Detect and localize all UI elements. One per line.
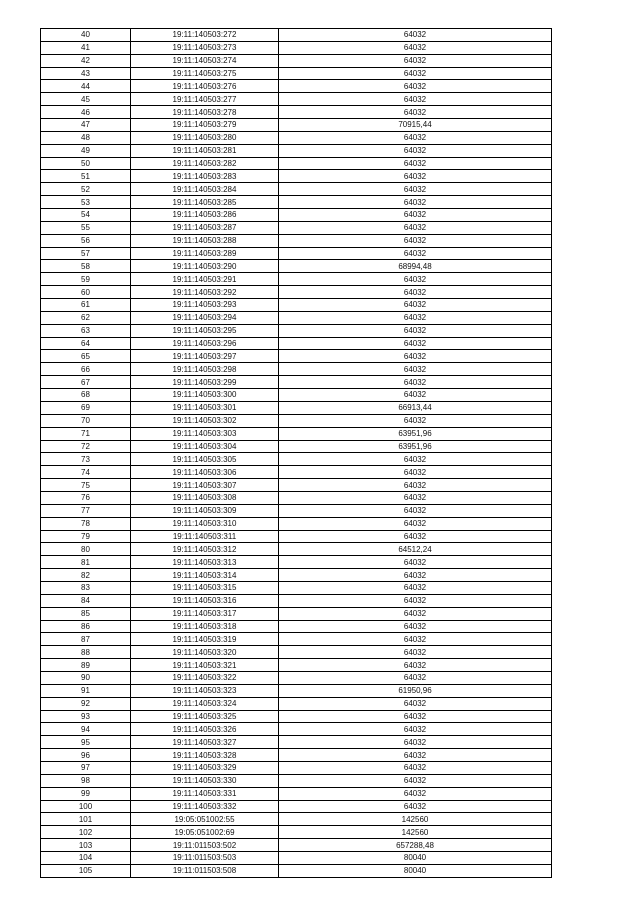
table-row: [41, 157, 552, 170]
table-row: [41, 852, 552, 865]
cadastral-number-cell: 19:11:140503:328: [131, 749, 279, 762]
table-row: [41, 787, 552, 800]
row-number-cell: 83: [41, 581, 131, 594]
value-cell: 64032: [279, 41, 552, 54]
row-number-cell: 52: [41, 183, 131, 196]
table-row: [41, 41, 552, 54]
table-row: [41, 196, 552, 209]
value-cell: 64032: [279, 80, 552, 93]
value-cell: 64032: [279, 67, 552, 80]
value-cell: 64032: [279, 376, 552, 389]
row-number-cell: 103: [41, 839, 131, 852]
value-cell: 64032: [279, 144, 552, 157]
row-number-cell: 57: [41, 247, 131, 260]
row-number-cell: 98: [41, 774, 131, 787]
value-cell: 80040: [279, 864, 552, 877]
cadastral-number-cell: 19:11:140503:310: [131, 517, 279, 530]
value-cell: 63951,96: [279, 427, 552, 440]
table-row: [41, 80, 552, 93]
row-number-cell: 100: [41, 800, 131, 813]
table-row: [41, 813, 552, 826]
value-cell: 70915,44: [279, 119, 552, 132]
row-number-cell: 104: [41, 852, 131, 865]
table-row: [41, 671, 552, 684]
cadastral-number-cell: 19:11:140503:316: [131, 594, 279, 607]
cadastral-number-cell: 19:11:140503:317: [131, 607, 279, 620]
cadastral-number-cell: 19:11:140503:320: [131, 646, 279, 659]
row-number-cell: 99: [41, 787, 131, 800]
row-number-cell: 41: [41, 41, 131, 54]
cadastral-number-cell: 19:11:140503:329: [131, 761, 279, 774]
cadastral-number-cell: 19:11:140503:297: [131, 350, 279, 363]
table-row: [41, 736, 552, 749]
cadastral-number-cell: 19:11:140503:292: [131, 286, 279, 299]
table-row: [41, 723, 552, 736]
value-cell: 64032: [279, 299, 552, 312]
row-number-cell: 105: [41, 864, 131, 877]
cadastral-number-cell: 19:11:140503:272: [131, 29, 279, 42]
row-number-cell: 90: [41, 671, 131, 684]
row-number-cell: 44: [41, 80, 131, 93]
row-number-cell: 95: [41, 736, 131, 749]
cadastral-number-cell: 19:11:140503:315: [131, 581, 279, 594]
cadastral-number-cell: 19:11:140503:277: [131, 93, 279, 106]
cadastral-number-cell: 19:11:140503:283: [131, 170, 279, 183]
row-number-cell: 68: [41, 389, 131, 402]
cadastral-number-cell: 19:11:140503:295: [131, 324, 279, 337]
value-cell: 80040: [279, 852, 552, 865]
table-row: [41, 517, 552, 530]
value-cell: 64032: [279, 183, 552, 196]
value-cell: 64032: [279, 761, 552, 774]
cadastral-number-cell: 19:11:140503:304: [131, 440, 279, 453]
value-cell: 64032: [279, 106, 552, 119]
value-cell: 64032: [279, 170, 552, 183]
row-number-cell: 56: [41, 234, 131, 247]
cadastral-number-cell: 19:05:051002:69: [131, 826, 279, 839]
row-number-cell: 85: [41, 607, 131, 620]
table-row: [41, 427, 552, 440]
table-row: [41, 543, 552, 556]
table-row: [41, 800, 552, 813]
value-cell: 64032: [279, 504, 552, 517]
table-row: [41, 530, 552, 543]
table-row: [41, 376, 552, 389]
value-cell: 68994,48: [279, 260, 552, 273]
value-cell: 64032: [279, 581, 552, 594]
cadastral-number-cell: 19:11:011503:502: [131, 839, 279, 852]
table-row: [41, 401, 552, 414]
cadastral-number-cell: 19:11:140503:279: [131, 119, 279, 132]
table-row: [41, 479, 552, 492]
cadastral-number-cell: 19:11:140503:276: [131, 80, 279, 93]
cadastral-number-cell: 19:11:140503:326: [131, 723, 279, 736]
cadastral-number-cell: 19:11:140503:293: [131, 299, 279, 312]
table-row: [41, 106, 552, 119]
table-body: [41, 29, 552, 878]
value-cell: 142560: [279, 826, 552, 839]
table-row: [41, 183, 552, 196]
cadastral-number-cell: 19:11:140503:282: [131, 157, 279, 170]
row-number-cell: 97: [41, 761, 131, 774]
value-cell: 64032: [279, 453, 552, 466]
cadastral-number-cell: 19:11:140503:299: [131, 376, 279, 389]
cadastral-number-cell: 19:11:140503:302: [131, 414, 279, 427]
value-cell: 64032: [279, 389, 552, 402]
table-row: [41, 607, 552, 620]
table-row: [41, 350, 552, 363]
table-row: [41, 247, 552, 260]
row-number-cell: 49: [41, 144, 131, 157]
cadastral-number-cell: 19:11:140503:313: [131, 556, 279, 569]
value-cell: 64032: [279, 749, 552, 762]
table-row: [41, 491, 552, 504]
row-number-cell: 50: [41, 157, 131, 170]
row-number-cell: 60: [41, 286, 131, 299]
table-row: [41, 749, 552, 762]
table-row: [41, 556, 552, 569]
cadastral-number-cell: 19:11:140503:321: [131, 659, 279, 672]
table-row: [41, 93, 552, 106]
value-cell: 64032: [279, 350, 552, 363]
cadastral-number-cell: 19:11:140503:289: [131, 247, 279, 260]
row-number-cell: 88: [41, 646, 131, 659]
value-cell: 64032: [279, 517, 552, 530]
value-cell: 64032: [279, 247, 552, 260]
value-cell: 64032: [279, 479, 552, 492]
row-number-cell: 45: [41, 93, 131, 106]
value-cell: 657288,48: [279, 839, 552, 852]
row-number-cell: 89: [41, 659, 131, 672]
row-number-cell: 71: [41, 427, 131, 440]
value-cell: 64032: [279, 569, 552, 582]
cadastral-value-table: [40, 28, 552, 878]
row-number-cell: 55: [41, 221, 131, 234]
cadastral-number-cell: 19:11:140503:314: [131, 569, 279, 582]
cadastral-number-cell: 19:11:140503:325: [131, 710, 279, 723]
table-row: [41, 131, 552, 144]
table-row: [41, 581, 552, 594]
cadastral-number-cell: 19:11:140503:286: [131, 209, 279, 222]
cadastral-number-cell: 19:11:140503:284: [131, 183, 279, 196]
cadastral-number-cell: 19:11:140503:296: [131, 337, 279, 350]
row-number-cell: 63: [41, 324, 131, 337]
table-row: [41, 864, 552, 877]
table-row: [41, 697, 552, 710]
row-number-cell: 40: [41, 29, 131, 42]
table-row: [41, 646, 552, 659]
table-row: [41, 389, 552, 402]
row-number-cell: 80: [41, 543, 131, 556]
cadastral-number-cell: 19:11:140503:294: [131, 311, 279, 324]
cadastral-number-cell: 19:11:140503:331: [131, 787, 279, 800]
table-row: [41, 839, 552, 852]
row-number-cell: 94: [41, 723, 131, 736]
table-row: [41, 710, 552, 723]
value-cell: 64032: [279, 157, 552, 170]
row-number-cell: 84: [41, 594, 131, 607]
row-number-cell: 70: [41, 414, 131, 427]
table-row: [41, 440, 552, 453]
row-number-cell: 64: [41, 337, 131, 350]
row-number-cell: 54: [41, 209, 131, 222]
table-row: [41, 633, 552, 646]
row-number-cell: 66: [41, 363, 131, 376]
cadastral-number-cell: 19:11:140503:309: [131, 504, 279, 517]
table-row: [41, 234, 552, 247]
cadastral-number-cell: 19:11:011503:508: [131, 864, 279, 877]
cadastral-number-cell: 19:11:140503:330: [131, 774, 279, 787]
value-cell: 64032: [279, 337, 552, 350]
row-number-cell: 59: [41, 273, 131, 286]
cadastral-number-cell: 19:11:140503:291: [131, 273, 279, 286]
row-number-cell: 62: [41, 311, 131, 324]
cadastral-number-cell: 19:11:140503:300: [131, 389, 279, 402]
cadastral-number-cell: 19:11:140503:319: [131, 633, 279, 646]
value-cell: 64032: [279, 556, 552, 569]
row-number-cell: 101: [41, 813, 131, 826]
row-number-cell: 74: [41, 466, 131, 479]
table-row: [41, 761, 552, 774]
table-row: [41, 414, 552, 427]
table-row: [41, 684, 552, 697]
cadastral-number-cell: 19:11:140503:288: [131, 234, 279, 247]
table-row: [41, 659, 552, 672]
row-number-cell: 46: [41, 106, 131, 119]
value-cell: 64032: [279, 800, 552, 813]
row-number-cell: 47: [41, 119, 131, 132]
table-row: [41, 144, 552, 157]
table-row: [41, 594, 552, 607]
cadastral-number-cell: 19:11:140503:301: [131, 401, 279, 414]
row-number-cell: 78: [41, 517, 131, 530]
cadastral-number-cell: 19:11:140503:303: [131, 427, 279, 440]
row-number-cell: 92: [41, 697, 131, 710]
table-row: [41, 67, 552, 80]
value-cell: 64032: [279, 659, 552, 672]
cadastral-number-cell: 19:11:140503:278: [131, 106, 279, 119]
row-number-cell: 96: [41, 749, 131, 762]
value-cell: 64032: [279, 491, 552, 504]
value-cell: 142560: [279, 813, 552, 826]
value-cell: 66913,44: [279, 401, 552, 414]
value-cell: 64032: [279, 209, 552, 222]
table-row: [41, 119, 552, 132]
row-number-cell: 58: [41, 260, 131, 273]
table-row: [41, 273, 552, 286]
value-cell: 64032: [279, 697, 552, 710]
value-cell: 64032: [279, 324, 552, 337]
value-cell: 64032: [279, 196, 552, 209]
table-row: [41, 54, 552, 67]
cadastral-number-cell: 19:11:140503:318: [131, 620, 279, 633]
cadastral-number-cell: 19:11:140503:327: [131, 736, 279, 749]
value-cell: 64032: [279, 466, 552, 479]
value-cell: 64032: [279, 29, 552, 42]
value-cell: 64032: [279, 646, 552, 659]
cadastral-number-cell: 19:11:140503:290: [131, 260, 279, 273]
table-row: [41, 504, 552, 517]
cadastral-number-cell: 19:11:140503:323: [131, 684, 279, 697]
value-cell: 64032: [279, 93, 552, 106]
table-row: [41, 337, 552, 350]
cadastral-number-cell: 19:11:140503:311: [131, 530, 279, 543]
row-number-cell: 86: [41, 620, 131, 633]
value-cell: 64032: [279, 311, 552, 324]
value-cell: 64032: [279, 221, 552, 234]
row-number-cell: 76: [41, 491, 131, 504]
value-cell: 64032: [279, 736, 552, 749]
value-cell: 64032: [279, 286, 552, 299]
row-number-cell: 69: [41, 401, 131, 414]
table-row: [41, 29, 552, 42]
cadastral-number-cell: 19:11:140503:280: [131, 131, 279, 144]
row-number-cell: 87: [41, 633, 131, 646]
value-cell: 61950,96: [279, 684, 552, 697]
row-number-cell: 67: [41, 376, 131, 389]
cadastral-number-cell: 19:11:140503:312: [131, 543, 279, 556]
cadastral-number-cell: 19:11:140503:308: [131, 491, 279, 504]
table-row: [41, 826, 552, 839]
cadastral-number-cell: 19:11:140503:275: [131, 67, 279, 80]
cadastral-number-cell: 19:11:140503:306: [131, 466, 279, 479]
value-cell: 64032: [279, 607, 552, 620]
value-cell: 64032: [279, 273, 552, 286]
value-cell: 64032: [279, 414, 552, 427]
table-row: [41, 221, 552, 234]
row-number-cell: 77: [41, 504, 131, 517]
row-number-cell: 51: [41, 170, 131, 183]
cadastral-number-cell: 19:11:140503:298: [131, 363, 279, 376]
table-row: [41, 324, 552, 337]
cadastral-number-cell: 19:11:011503:503: [131, 852, 279, 865]
cadastral-number-cell: 19:11:140503:273: [131, 41, 279, 54]
table-row: [41, 774, 552, 787]
value-cell: 64032: [279, 774, 552, 787]
row-number-cell: 73: [41, 453, 131, 466]
cadastral-number-cell: 19:11:140503:274: [131, 54, 279, 67]
table-row: [41, 453, 552, 466]
table-row: [41, 466, 552, 479]
cadastral-number-cell: 19:11:140503:324: [131, 697, 279, 710]
value-cell: 64032: [279, 787, 552, 800]
cadastral-number-cell: 19:11:140503:281: [131, 144, 279, 157]
cadastral-number-cell: 19:05:051002:55: [131, 813, 279, 826]
table-row: [41, 170, 552, 183]
row-number-cell: 42: [41, 54, 131, 67]
row-number-cell: 48: [41, 131, 131, 144]
value-cell: 64032: [279, 54, 552, 67]
table-row: [41, 311, 552, 324]
row-number-cell: 61: [41, 299, 131, 312]
row-number-cell: 72: [41, 440, 131, 453]
value-cell: 63951,96: [279, 440, 552, 453]
value-cell: 64032: [279, 723, 552, 736]
table-row: [41, 363, 552, 376]
cadastral-number-cell: 19:11:140503:305: [131, 453, 279, 466]
table-row: [41, 260, 552, 273]
value-cell: 64032: [279, 131, 552, 144]
row-number-cell: 102: [41, 826, 131, 839]
table-row: [41, 620, 552, 633]
row-number-cell: 79: [41, 530, 131, 543]
row-number-cell: 82: [41, 569, 131, 582]
cadastral-number-cell: 19:11:140503:332: [131, 800, 279, 813]
row-number-cell: 43: [41, 67, 131, 80]
cadastral-number-cell: 19:11:140503:287: [131, 221, 279, 234]
value-cell: 64032: [279, 234, 552, 247]
table-row: [41, 286, 552, 299]
value-cell: 64032: [279, 363, 552, 376]
value-cell: 64032: [279, 633, 552, 646]
row-number-cell: 53: [41, 196, 131, 209]
table-row: [41, 209, 552, 222]
value-cell: 64032: [279, 620, 552, 633]
row-number-cell: 75: [41, 479, 131, 492]
row-number-cell: 93: [41, 710, 131, 723]
row-number-cell: 91: [41, 684, 131, 697]
row-number-cell: 81: [41, 556, 131, 569]
cadastral-number-cell: 19:11:140503:307: [131, 479, 279, 492]
value-cell: 64032: [279, 671, 552, 684]
value-cell: 64032: [279, 530, 552, 543]
table-row: [41, 299, 552, 312]
value-cell: 64032: [279, 594, 552, 607]
value-cell: 64032: [279, 710, 552, 723]
row-number-cell: 65: [41, 350, 131, 363]
value-cell: 64512,24: [279, 543, 552, 556]
cadastral-number-cell: 19:11:140503:285: [131, 196, 279, 209]
cadastral-number-cell: 19:11:140503:322: [131, 671, 279, 684]
table-row: [41, 569, 552, 582]
